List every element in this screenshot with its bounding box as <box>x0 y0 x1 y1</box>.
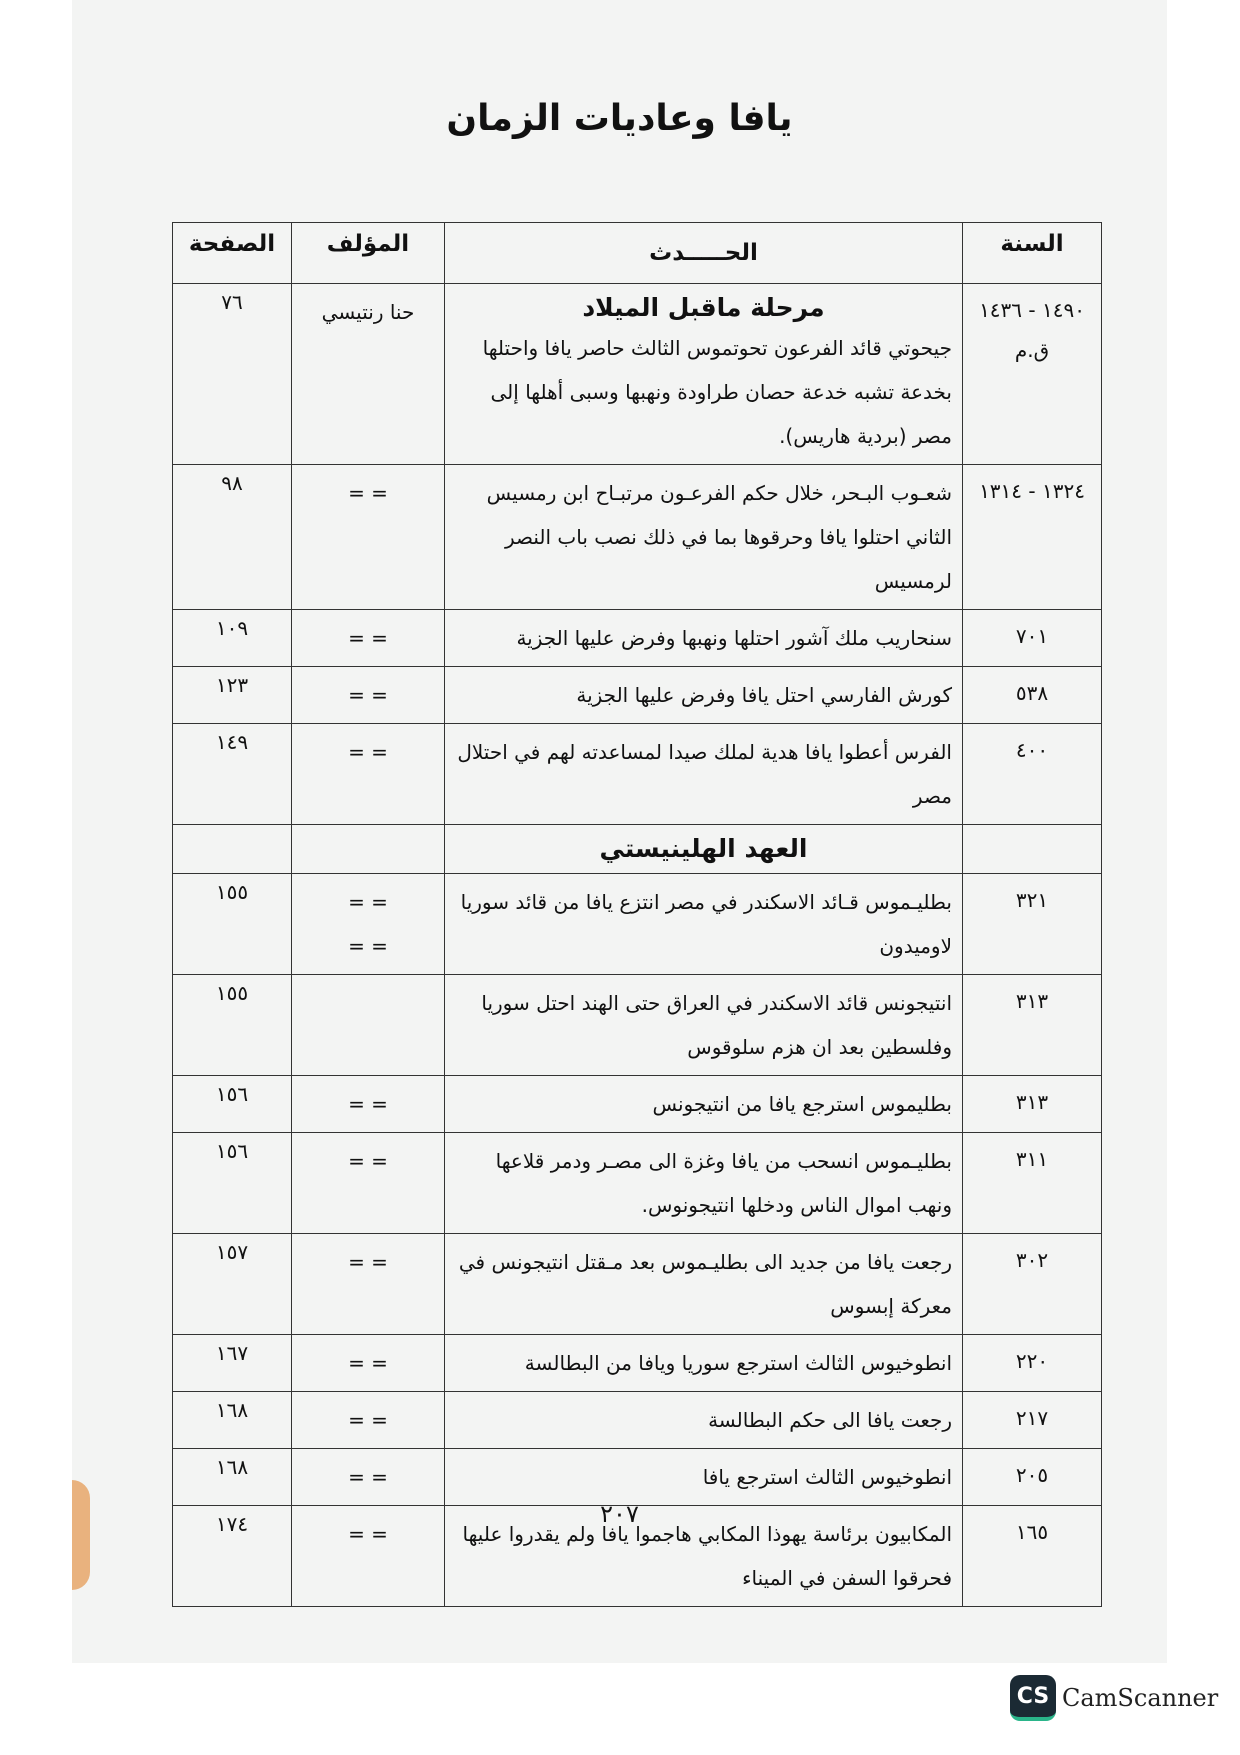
table-row <box>173 724 1102 825</box>
author-cell <box>292 465 445 610</box>
table-row <box>173 825 1102 874</box>
page-ref-cell: ١٥٥ <box>173 874 292 975</box>
table-row <box>173 465 1102 610</box>
page-ref-cell: ١٧٤ <box>173 1506 292 1607</box>
author-cell <box>292 610 445 667</box>
event-cell <box>445 724 963 825</box>
year-cell <box>963 975 1102 1076</box>
event-cell <box>445 465 963 610</box>
year-cell <box>963 1133 1102 1234</box>
author-value: = = <box>348 1465 388 1489</box>
year-value: ٢٢٠ <box>1015 1349 1049 1373</box>
year-cell <box>963 1335 1102 1392</box>
event-text: بطليموس استرجع يافا من انتيجونس <box>652 1092 952 1116</box>
event-cell <box>445 1335 963 1392</box>
event-text: جيحوتي قائد الفرعون تحوتموس الثالث حاصر يافا واحتلها بخدعة تشبه خدعة حصان طراودة ونهبها وسبى أهلها إلى مصر (بردية هاريس). <box>482 336 952 448</box>
author-value: = = <box>348 626 388 650</box>
page-ref-cell: ١٤٩ <box>173 724 292 825</box>
year-cell <box>963 284 1102 465</box>
year-value: ٣١٣ <box>1015 989 1049 1013</box>
year-value: ١٣٢٤ - ١٣١٤ <box>979 479 1085 503</box>
table-row <box>173 1392 1102 1449</box>
year-cell <box>963 465 1102 610</box>
table-row <box>173 1133 1102 1234</box>
year-cell <box>963 610 1102 667</box>
camscanner-logo-icon: CS <box>1010 1675 1056 1721</box>
author-cell <box>292 667 445 724</box>
author-cell <box>292 874 445 975</box>
year-value: ٢١٧ <box>1015 1406 1049 1430</box>
event-cell <box>445 1449 963 1506</box>
year-value: ٢٠٥ <box>1015 1463 1049 1487</box>
header-author: المؤلف <box>292 223 445 284</box>
year-value: ق.م <box>1014 338 1050 362</box>
table-row <box>173 1076 1102 1133</box>
author-value: = = <box>348 1351 388 1375</box>
page-ref-cell: ١٢٣ <box>173 667 292 724</box>
page-ref-cell: ١٦٧ <box>173 1335 292 1392</box>
author-cell <box>292 1392 445 1449</box>
event-text: سنحاريب ملك آشور احتلها ونهبها وفرض عليها الجزية <box>516 626 952 650</box>
page-ref-cell: ١٦٨ <box>173 1449 292 1506</box>
year-value: ٧٠١ <box>1015 624 1049 648</box>
event-cell <box>445 1076 963 1133</box>
author-cell <box>292 1234 445 1335</box>
table-row <box>173 1234 1102 1335</box>
section-title: مرحلة ماقبل الميلاد <box>582 293 825 322</box>
event-text: المكابيون برئاسة يهوذا المكابي هاجموا يافا ولم يقدروا عليها فحرقوا السفن في الميناء <box>462 1522 952 1590</box>
event-text: الفرس أعطوا يافا هدية لملك صيدا لمساعدته لهم في احتلال مصر <box>457 740 952 808</box>
year-value: ٣٢١ <box>1015 888 1049 912</box>
year-value: ٥٣٨ <box>1015 681 1049 705</box>
year-cell <box>963 1234 1102 1335</box>
event-text: بطليـموس انسحب من يافا وغزة الى مصـر ودمر قلاعها ونهب اموال الناس ودخلها انتيجونوس. <box>495 1149 952 1217</box>
table-row <box>173 1449 1102 1506</box>
table-row <box>173 610 1102 667</box>
event-text: كورش الفارسي احتل يافا وفرض عليها الجزية <box>576 683 952 707</box>
year-value: ٣٠٢ <box>1015 1248 1049 1272</box>
header-page: الصفحة <box>173 223 292 284</box>
table-header-row <box>173 223 1102 284</box>
page-ref-cell: ٧٦ <box>173 284 292 465</box>
table-row <box>173 874 1102 975</box>
author-cell <box>292 1449 445 1506</box>
event-cell <box>445 1392 963 1449</box>
chronology-table <box>172 222 1102 1607</box>
page-ref-cell: ١٥٦ <box>173 1133 292 1234</box>
author-value: = = <box>348 1092 388 1116</box>
year-cell <box>963 1076 1102 1133</box>
row-empty-cell <box>173 825 292 874</box>
year-value: ٤٠٠ <box>1015 738 1049 762</box>
camscanner-watermark <box>1010 1675 1240 1721</box>
author-cell <box>292 284 445 465</box>
page-ref-cell: ١٥٦ <box>173 1076 292 1133</box>
header-year: السنة <box>963 223 1102 284</box>
event-cell <box>445 975 963 1076</box>
event-cell <box>445 1234 963 1335</box>
year-cell <box>963 1392 1102 1449</box>
author-value: = = <box>348 481 388 505</box>
page-title: يافا وعاديات الزمان <box>446 98 793 139</box>
document-page <box>72 0 1167 1663</box>
event-text: رجعت يافا من جديد الى بطليـموس بعد مـقتل انتيجونس في معركة إبسوس <box>458 1250 952 1318</box>
author-value: = = <box>348 890 388 914</box>
row-empty-cell <box>963 825 1102 874</box>
event-text: انتيجونس قائد الاسكندر في العراق حتى الهند احتل سوريا وفلسطين بعد ان هزم سلوقوس <box>481 991 952 1059</box>
event-cell <box>445 874 963 975</box>
row-empty-cell <box>292 825 445 874</box>
event-cell <box>445 284 963 465</box>
year-cell <box>963 667 1102 724</box>
page-number: ٢٠٧ <box>600 1500 639 1528</box>
page-ref-cell: ١٥٥ <box>173 975 292 1076</box>
author-cell <box>292 1133 445 1234</box>
page-ref-cell: ١٦٨ <box>173 1392 292 1449</box>
page-ref-cell: ٩٨ <box>173 465 292 610</box>
page-ref-cell: ١٠٩ <box>173 610 292 667</box>
author-cell <box>292 1076 445 1133</box>
event-cell <box>445 610 963 667</box>
author-cell <box>292 1335 445 1392</box>
page-ref-cell: ١٥٧ <box>173 1234 292 1335</box>
author-value: = = <box>348 740 388 764</box>
year-value: ١٦٥ <box>1015 1520 1049 1544</box>
event-text: بطليـموس قـائد الاسكندر في مصر انتزع يافا من قائد سوريا لاوميدون <box>460 890 952 958</box>
author-cell <box>292 724 445 825</box>
year-value: ٣١١ <box>1015 1147 1049 1171</box>
event-cell <box>445 1133 963 1234</box>
header-event: الحـــــدث <box>445 223 963 284</box>
finger-edge <box>72 1480 90 1590</box>
year-value: ١٤٩٠ - ١٤٣٦ <box>979 298 1085 322</box>
year-cell <box>963 724 1102 825</box>
event-text: انطوخيوس الثالث استرجع سوريا ويافا من البطالسة <box>524 1351 952 1375</box>
year-value: ٣١٣ <box>1015 1090 1049 1114</box>
year-cell <box>963 874 1102 975</box>
event-text: رجعت يافا الى حكم البطالسة <box>708 1408 952 1432</box>
camscanner-brand: CamScanner <box>1062 1684 1219 1712</box>
author-value: = = <box>348 683 388 707</box>
author-value: حنا رنتيسي <box>321 300 415 324</box>
author-value: = = <box>348 1250 388 1274</box>
author-value: = = <box>348 934 388 958</box>
section-title: العهد الهلينيستي <box>445 825 963 874</box>
event-text: شعـوب البـحر، خلال حكم الفرعـون مرتبـاح ابن رمسيس الثاني احتلوا يافا وحرقوها بما في ذلك نصب باب النصر لرمسيس <box>486 481 952 593</box>
table-row <box>173 975 1102 1076</box>
table-row <box>173 1335 1102 1392</box>
event-text: انطوخيوس الثالث استرجع يافا <box>702 1465 952 1489</box>
year-cell <box>963 1449 1102 1506</box>
author-value: = = <box>348 1408 388 1432</box>
event-cell <box>445 667 963 724</box>
author-value: = = <box>348 1522 388 1546</box>
table-row <box>173 284 1102 465</box>
table-row <box>173 667 1102 724</box>
author-cell <box>292 975 445 1076</box>
author-value: = = <box>348 1149 388 1173</box>
